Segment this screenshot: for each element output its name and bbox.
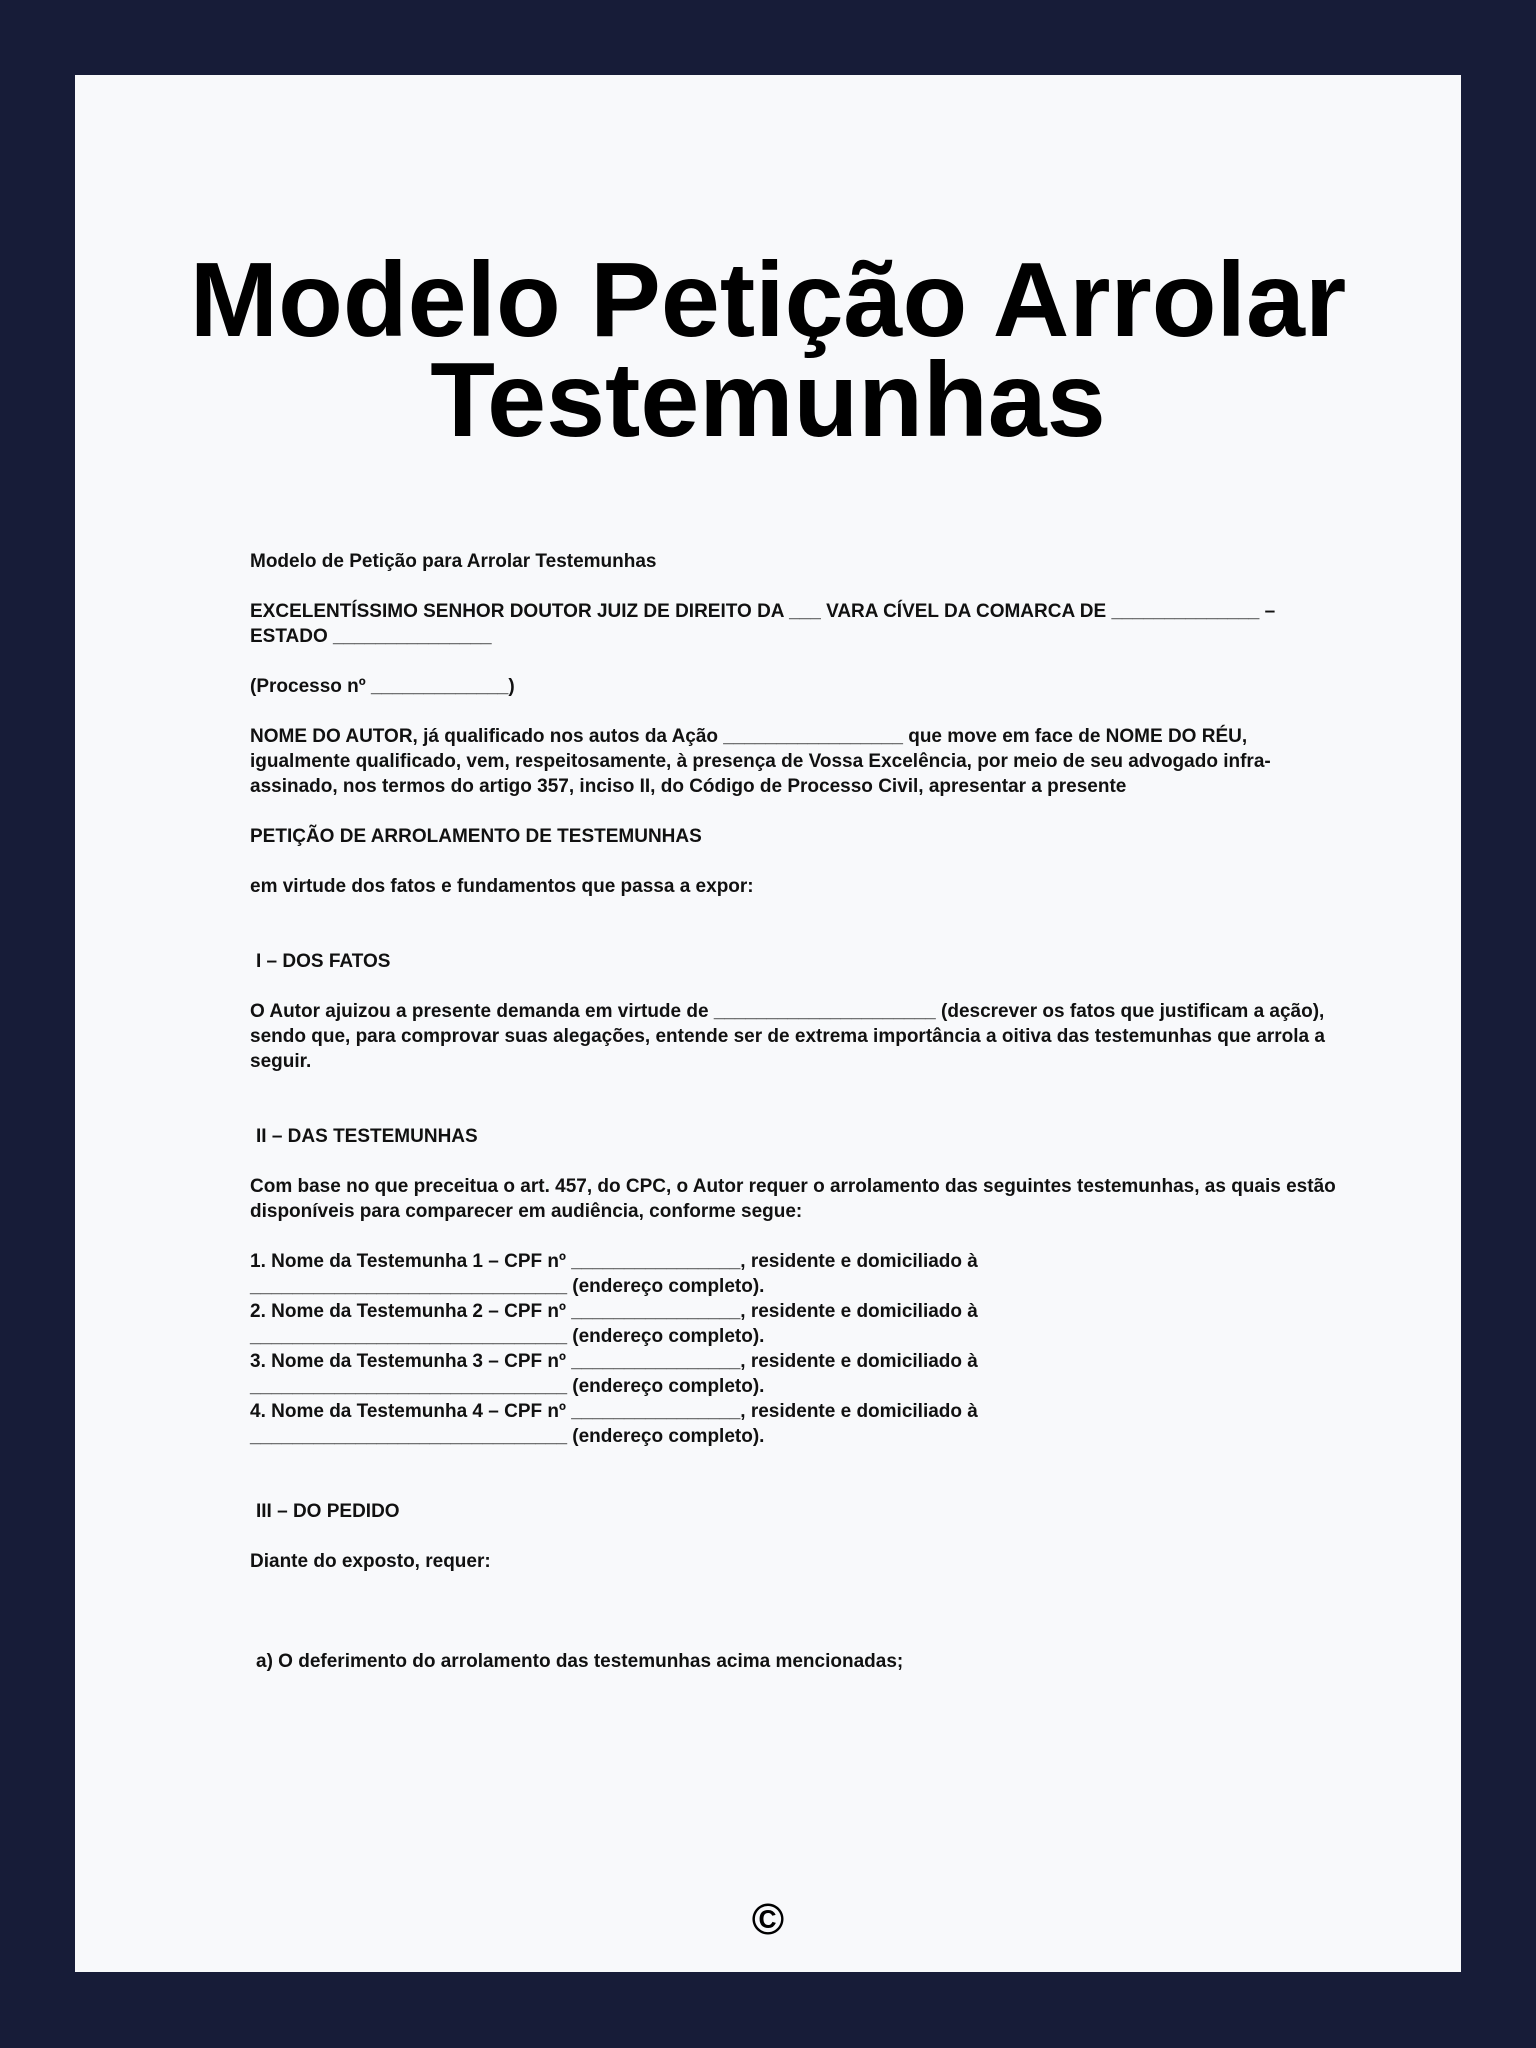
witness-line-1: 3. Nome da Testemunha 3 – CPF nº ________________, residente e domiciliado à xyxy=(250,1351,978,1372)
witness-line-1: 4. Nome da Testemunha 4 – CPF nº ________________, residente e domiciliado à xyxy=(250,1401,978,1422)
witness-list xyxy=(250,1249,1350,1449)
process-number: (Processo nº _____________) xyxy=(250,676,515,697)
section-facts-text: O Autor ajuizou a presente demanda em virtude de _____________________ (descrever os fatos que justificam a ação), sendo que, para comprovar suas alegações, entende ser de extrema importância a oitiva das testemunhas que arrola a seguir. xyxy=(250,1001,1325,1072)
spacer xyxy=(250,1599,1350,1624)
document-title xyxy=(75,241,1461,459)
petition-heading: PETIÇÃO DE ARROLAMENTO DE TESTEMUNHAS xyxy=(250,826,702,847)
spacer xyxy=(250,1474,1350,1499)
witness-item xyxy=(250,1299,1350,1349)
spacer xyxy=(250,1624,1350,1649)
witness-item xyxy=(250,1399,1350,1449)
witness-line-2: ______________________________ (endereço completo). xyxy=(250,1376,765,1397)
addressee: EXCELENTÍSSIMO SENHOR DOUTOR JUIZ DE DIREITO DA ___ VARA CÍVEL DA COMARCA DE ______________ – ESTADO _______________ xyxy=(250,601,1276,647)
request-item-a: a) O deferimento do arrolamento das testemunhas acima mencionadas; xyxy=(256,1651,904,1672)
section-heading-request: III – DO PEDIDO xyxy=(256,1501,400,1522)
witness-item xyxy=(250,1349,1350,1399)
section-witnesses-text: Com base no que preceitua o art. 457, do CPC, o Autor requer o arrolamento das seguintes testemunhas, as quais estão disponíveis para comparecer em audiência, conforme segue: xyxy=(250,1176,1336,1222)
witness-item xyxy=(250,1249,1350,1299)
witness-line-2: ______________________________ (endereço completo). xyxy=(250,1326,765,1347)
petition-lead: em virtude dos fatos e fundamentos que passa a expor: xyxy=(250,876,754,897)
witness-line-2: ______________________________ (endereço completo). xyxy=(250,1426,765,1447)
document-body xyxy=(250,549,1350,1699)
spacer xyxy=(250,924,1350,949)
intro-paragraph: NOME DO AUTOR, já qualificado nos autos da Ação _________________ que move em face de NOME DO RÉU, igualmente qualificado, vem, respeitosamente, à presença de Vossa Excelência, por meio de seu advogado infra-assinado, nos termos do artigo 357, inciso II, do Código de Processo Civil, apresentar a presente xyxy=(250,726,1271,797)
witness-line-1: 2. Nome da Testemunha 2 – CPF nº ________________, residente e domiciliado à xyxy=(250,1301,978,1322)
document-subtitle: Modelo de Petição para Arrolar Testemunhas xyxy=(250,551,657,572)
section-heading-facts: I – DOS FATOS xyxy=(256,951,391,972)
section-heading-witnesses: II – DAS TESTEMUNHAS xyxy=(256,1126,478,1147)
section-request-text: Diante do exposto, requer: xyxy=(250,1551,491,1572)
copyright-icon: © xyxy=(751,1895,785,1944)
witness-line-1: 1. Nome da Testemunha 1 – CPF nº ________________, residente e domiciliado à xyxy=(250,1251,978,1272)
spacer xyxy=(250,1099,1350,1124)
document-page xyxy=(75,75,1461,1972)
title-line-1: Modelo Petição Arrolar xyxy=(189,241,1347,359)
title-line-2: Testemunhas xyxy=(430,341,1106,459)
witness-line-2: ______________________________ (endereço completo). xyxy=(250,1276,765,1297)
